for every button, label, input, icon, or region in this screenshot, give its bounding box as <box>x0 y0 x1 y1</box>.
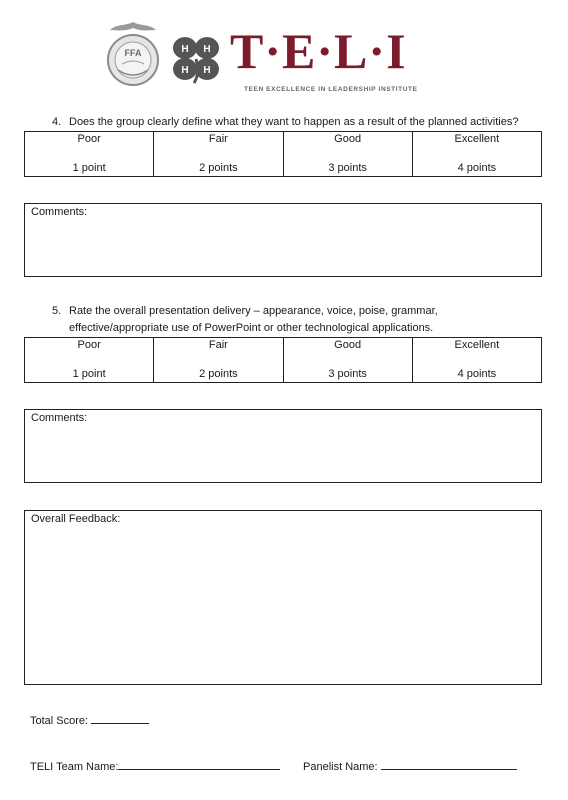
ffa-emblem-icon <box>104 20 162 88</box>
four-h-clover-icon <box>170 34 222 84</box>
comments-label: Comments: <box>31 206 88 218</box>
comments-box-q5[interactable] <box>24 409 542 483</box>
comments-box-q4[interactable] <box>24 203 542 277</box>
rating-level: Poor <box>77 339 101 351</box>
rating-points: 1 point <box>72 368 106 380</box>
rating-level: Good <box>334 339 362 351</box>
rating-cell-good[interactable] <box>283 132 412 177</box>
rating-cell-poor[interactable] <box>25 132 154 177</box>
panelist-name-blank[interactable] <box>381 758 517 770</box>
rating-points: 2 points <box>199 162 238 174</box>
rating-points: 3 points <box>328 162 367 174</box>
rating-level: Excellent <box>454 133 500 145</box>
rating-level: Poor <box>77 133 101 145</box>
rating-cell-fair[interactable] <box>154 132 283 177</box>
clover-letter: H <box>203 65 211 76</box>
panelist-name-row <box>303 758 517 773</box>
rating-points: 4 points <box>457 162 497 174</box>
total-score-blank[interactable] <box>91 712 149 724</box>
page-header <box>0 0 568 110</box>
rating-cell-excellent[interactable] <box>412 338 541 383</box>
rating-level: Fair <box>208 339 228 351</box>
clover-letter: H <box>181 44 189 55</box>
panelist-name-label: Panelist Name: <box>303 761 378 773</box>
total-score-row <box>30 712 149 727</box>
rating-points: 2 points <box>199 368 238 380</box>
rating-level: Fair <box>208 133 228 145</box>
teli-wordmark: T·E·L·I <box>230 23 407 79</box>
rating-points: 1 point <box>72 162 106 174</box>
rating-table-q4 <box>24 131 542 177</box>
team-name-label: TELI Team Name: <box>30 761 119 773</box>
question-text-line-2: effective/appropriate use of PowerPoint or other technological applications. <box>69 322 434 334</box>
question-text: Does the group clearly define what they want to happen as a result of the planned activities? <box>69 116 519 128</box>
rating-points: 4 points <box>457 368 497 380</box>
question-text-line-1: Rate the overall presentation delivery – appearance, voice, poise, grammar, <box>69 305 438 317</box>
rating-level: Excellent <box>454 339 500 351</box>
rating-cell-poor[interactable] <box>25 338 154 383</box>
rating-cell-fair[interactable] <box>154 338 283 383</box>
overall-feedback-label: Overall Feedback: <box>31 513 121 525</box>
team-name-row <box>30 758 280 773</box>
rating-level: Good <box>334 133 362 145</box>
teli-tagline: TEEN EXCELLENCE IN LEADERSHIP INSTITUTE <box>244 86 418 93</box>
rating-table-q5 <box>24 337 542 383</box>
question-5 <box>52 303 438 337</box>
question-number: 4. <box>52 116 62 128</box>
question-4 <box>52 114 518 131</box>
rating-points: 3 points <box>328 368 367 380</box>
clover-letter: H <box>203 44 211 55</box>
clover-letter: H <box>181 65 189 76</box>
question-number: 5. <box>52 305 62 317</box>
overall-feedback-box[interactable] <box>24 510 542 685</box>
total-score-label: Total Score: <box>30 715 89 727</box>
comments-label: Comments: <box>31 412 88 424</box>
team-name-blank[interactable] <box>118 758 280 770</box>
ffa-emblem-text: FFA <box>124 48 142 58</box>
rating-cell-good[interactable] <box>283 338 412 383</box>
rating-cell-excellent[interactable] <box>412 132 541 177</box>
